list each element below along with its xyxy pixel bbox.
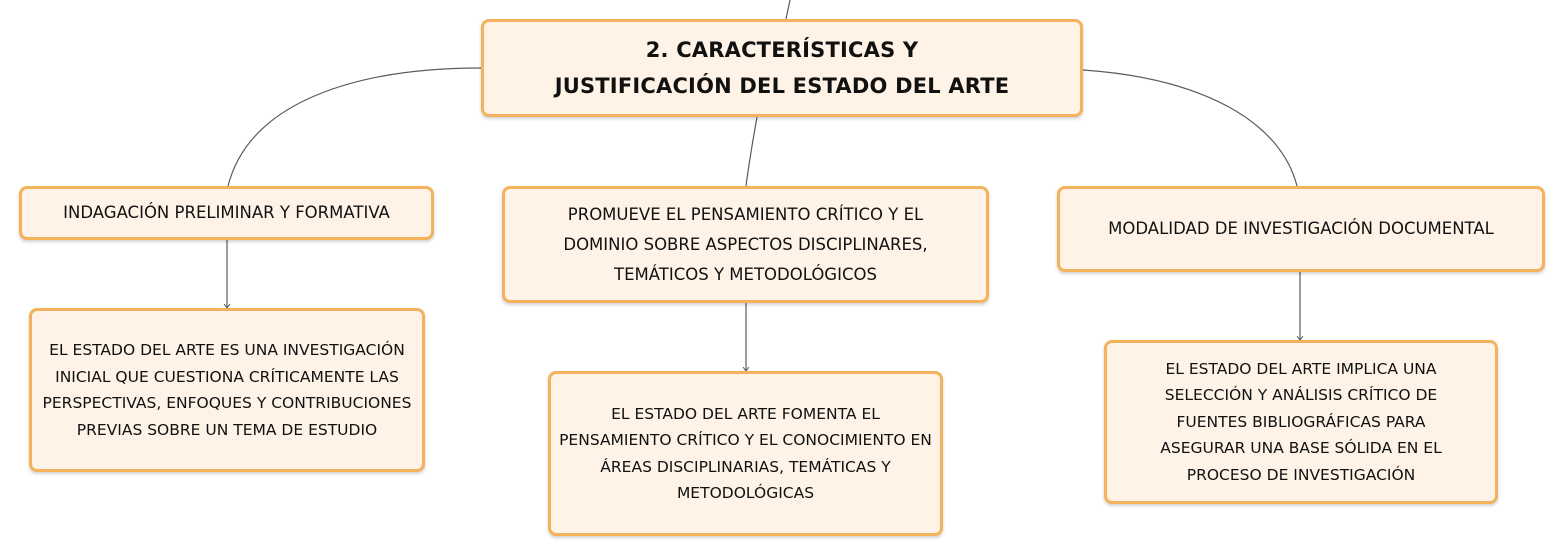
connector-parent-root (786, 0, 790, 19)
branch-node-promueve[interactable] (502, 186, 989, 303)
root-topic-node[interactable] (481, 19, 1083, 117)
branch-node-modalidad[interactable] (1057, 186, 1545, 272)
detail-node-modalidad[interactable] (1104, 340, 1498, 504)
root-topic-label: 2. CARACTERÍSTICAS Y JUSTIFICACIÓN DEL ESTADO DEL ARTE (554, 38, 1010, 98)
detail-label-modalidad: EL ESTADO DEL ARTE IMPLICA UNA SELECCIÓN Y ANÁLISIS CRÍTICO DE FUENTES BIBLIOGRÁFICAS PARA ASEGURAR UNA BASE SÓLIDA EN EL PROCESO DE INVESTIGACIÓN (1160, 359, 1442, 484)
branch-label-modalidad: MODALIDAD DE INVESTIGACIÓN DOCUMENTAL (1108, 219, 1494, 238)
connector-root-modalidad (1083, 70, 1297, 186)
branch-label-indagacion: INDAGACIÓN PRELIMINAR Y FORMATIVA (63, 203, 390, 222)
branch-node-indagacion[interactable] (19, 186, 434, 240)
connector-root-promueve (746, 117, 757, 186)
detail-label-indagacion: EL ESTADO DEL ARTE ES UNA INVESTIGACIÓN INICIAL QUE CUESTIONA CRÍTICAMENTE LAS PERSPECTIVAS, ENFOQUES Y CONTRIBUCIONES PREVIAS SOBRE UN TEMA DE ESTUDIO (42, 341, 412, 439)
connector-root-indagacion (228, 68, 481, 186)
detail-label-promueve: EL ESTADO DEL ARTE FOMENTA EL PENSAMIENTO CRÍTICO Y EL CONOCIMIENTO EN ÁREAS DISCIPLINARIAS, TEMÁTICAS Y METODOLÓGICAS (559, 404, 932, 502)
detail-node-indagacion[interactable] (29, 308, 425, 472)
detail-node-promueve[interactable] (548, 371, 943, 536)
branch-label-promueve: PROMUEVE EL PENSAMIENTO CRÍTICO Y EL DOMINIO SOBRE ASPECTOS DISCIPLINARES, TEMÁTICOS Y METODOLÓGICOS (563, 204, 928, 284)
